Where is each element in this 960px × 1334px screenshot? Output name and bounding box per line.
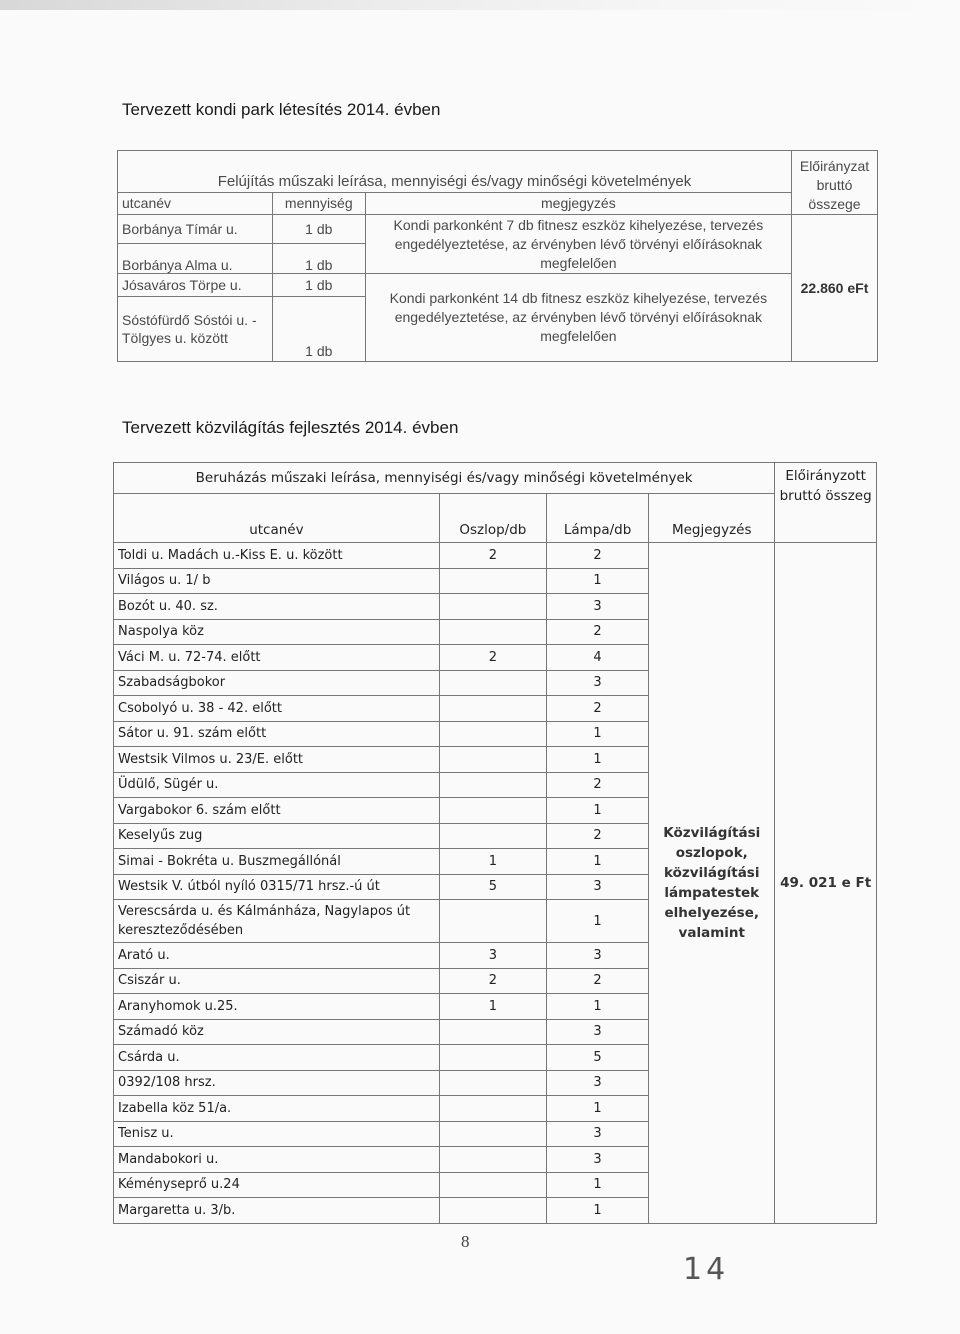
lamp-count-cell: 1 xyxy=(546,747,648,773)
street-cell: Csiszár u. xyxy=(114,968,440,994)
kondi-park-table xyxy=(117,150,878,362)
table-row-qty: 1 db xyxy=(272,297,365,362)
lamp-count-cell: 1 xyxy=(546,849,648,875)
pole-count-cell xyxy=(439,1096,546,1122)
street-cell: Számadó köz xyxy=(114,1019,440,1045)
kozvilagitas-table xyxy=(113,462,877,1224)
street-cell: Csobolyó u. 38 - 42. előtt xyxy=(114,696,440,722)
lamp-count-cell: 1 xyxy=(546,900,648,943)
street-cell: Naspolya köz xyxy=(114,619,440,645)
lamp-count-cell: 1 xyxy=(546,568,648,594)
lamp-count-cell: 1 xyxy=(546,1096,648,1122)
pole-count-cell xyxy=(439,1198,546,1224)
table-row-street: Jósaváros Törpe u. xyxy=(118,274,273,297)
pole-count-cell xyxy=(439,747,546,773)
col-street-header: utcanév xyxy=(114,494,440,543)
pole-count-cell xyxy=(439,1172,546,1198)
pole-count-cell xyxy=(439,721,546,747)
lamp-count-cell: 3 xyxy=(546,594,648,620)
pole-count-cell xyxy=(439,1019,546,1045)
lamp-count-cell: 3 xyxy=(546,1070,648,1096)
street-cell: 0392/108 hrsz. xyxy=(114,1070,440,1096)
table-row-qty: 1 db xyxy=(272,274,365,297)
lamp-count-cell: 2 xyxy=(546,543,648,569)
street-cell: Váci M. u. 72-74. előtt xyxy=(114,645,440,671)
lamp-count-cell: 3 xyxy=(546,943,648,969)
table1-total: 22.860 eFt xyxy=(792,215,878,362)
table2-total: 49. 021 e Ft xyxy=(775,543,877,1224)
lamp-count-cell: 5 xyxy=(546,1045,648,1071)
lamp-count-cell: 1 xyxy=(546,721,648,747)
table-row-note: Kondi parkonként 7 db fitnesz eszköz kihelyezése, tervezés engedélyeztetése, az érvényben lévő törvényi előírásoknak megfelelően xyxy=(365,215,791,274)
street-cell: Izabella köz 51/a. xyxy=(114,1096,440,1122)
lamp-count-cell: 1 xyxy=(546,798,648,824)
lamp-count-cell: 2 xyxy=(546,823,648,849)
pole-count-cell: 1 xyxy=(439,994,546,1020)
amount-header-line: Előirányzat xyxy=(799,158,870,174)
section1-title: Tervezett kondi park létesítés 2014. évben xyxy=(122,100,441,119)
table1-header: Felújítás műszaki leírása, mennyiségi és/vagy minőségi követelmények xyxy=(118,151,792,193)
col-pole-header: Oszlop/db xyxy=(439,494,546,543)
handwritten-number: 14 xyxy=(683,1252,730,1287)
pole-count-cell xyxy=(439,772,546,798)
pole-count-cell xyxy=(439,1121,546,1147)
pole-count-cell xyxy=(439,1070,546,1096)
scan-artifact xyxy=(0,0,960,10)
pole-count-cell xyxy=(439,670,546,696)
col-qty-header: mennyiség xyxy=(272,192,365,214)
pole-count-cell xyxy=(439,594,546,620)
pole-count-cell: 1 xyxy=(439,849,546,875)
section2-title: Tervezett közvilágítás fejlesztés 2014. évben xyxy=(122,418,459,437)
street-cell: Keselyűs zug xyxy=(114,823,440,849)
note-cell: Közvilágítási oszlopok, közvilágítási lámpatestek elhelyezése, valamint xyxy=(649,543,775,1224)
lamp-count-cell: 4 xyxy=(546,645,648,671)
lamp-count-cell: 1 xyxy=(546,1172,648,1198)
street-cell: Arató u. xyxy=(114,943,440,969)
pole-count-cell: 2 xyxy=(439,645,546,671)
pole-count-cell xyxy=(439,619,546,645)
pole-count-cell xyxy=(439,696,546,722)
table-row-street: Borbánya Tímár u. xyxy=(118,215,273,244)
pole-count-cell: 2 xyxy=(439,968,546,994)
street-cell: Mandabokori u. xyxy=(114,1147,440,1173)
table-row-note: Kondi parkonként 14 db fitnesz eszköz kihelyezése, tervezés engedélyeztetése, az érvényben lévő törvényi előírásoknak megfelelően xyxy=(365,274,791,362)
table-row-street: Borbánya Alma u. xyxy=(118,244,273,274)
pole-count-cell xyxy=(439,1045,546,1071)
page-number: 8 xyxy=(461,1232,470,1251)
col-lamp-header: Lámpa/db xyxy=(546,494,648,543)
table1-amount-header xyxy=(792,151,878,215)
street-cell: Verescsárda u. és Kálmánháza, Nagylapos út kereszteződésében xyxy=(114,900,440,943)
col-note-header: Megjegyzés xyxy=(649,494,775,543)
lamp-count-cell: 2 xyxy=(546,696,648,722)
pole-count-cell: 2 xyxy=(439,543,546,569)
street-cell: Sátor u. 91. szám előtt xyxy=(114,721,440,747)
lamp-count-cell: 3 xyxy=(546,1147,648,1173)
pole-count-cell xyxy=(439,568,546,594)
table2-amount-header: Előirányzott bruttó összeg xyxy=(775,463,877,543)
pole-count-cell: 3 xyxy=(439,943,546,969)
lamp-count-cell: 3 xyxy=(546,1121,648,1147)
col-street-header: utcanév xyxy=(118,192,273,214)
lamp-count-cell: 1 xyxy=(546,994,648,1020)
table-row-street: Sóstófürdő Sóstói u. - Tölgyes u. között xyxy=(118,297,273,362)
lamp-count-cell: 2 xyxy=(546,619,648,645)
table-row-qty: 1 db xyxy=(272,215,365,244)
col-note-header: megjegyzés xyxy=(365,192,791,214)
street-cell: Csárda u. xyxy=(114,1045,440,1071)
pole-count-cell xyxy=(439,798,546,824)
lamp-count-cell: 1 xyxy=(546,1198,648,1224)
street-cell: Toldi u. Madách u.-Kiss E. u. között xyxy=(114,543,440,569)
lamp-count-cell: 3 xyxy=(546,670,648,696)
street-cell: Szabadságbokor xyxy=(114,670,440,696)
pole-count-cell xyxy=(439,1147,546,1173)
street-cell: Tenisz u. xyxy=(114,1121,440,1147)
street-cell: Simai - Bokréta u. Buszmegállónál xyxy=(114,849,440,875)
table-row xyxy=(114,543,877,569)
amount-header-line: bruttó xyxy=(816,177,853,193)
street-cell: Bozót u. 40. sz. xyxy=(114,594,440,620)
table-row-qty: 1 db xyxy=(272,244,365,274)
street-cell: Kéményseprő u.24 xyxy=(114,1172,440,1198)
lamp-count-cell: 2 xyxy=(546,772,648,798)
table2-header: Beruházás műszaki leírása, mennyiségi és/vagy minőségi követelmények xyxy=(114,463,775,494)
lamp-count-cell: 2 xyxy=(546,968,648,994)
street-cell: Westsik Vilmos u. 23/E. előtt xyxy=(114,747,440,773)
street-cell: Világos u. 1/ b xyxy=(114,568,440,594)
street-cell: Vargabokor 6. szám előtt xyxy=(114,798,440,824)
lamp-count-cell: 3 xyxy=(546,874,648,900)
pole-count-cell xyxy=(439,823,546,849)
street-cell: Aranyhomok u.25. xyxy=(114,994,440,1020)
street-cell: Üdülő, Sügér u. xyxy=(114,772,440,798)
street-cell: Margaretta u. 3/b. xyxy=(114,1198,440,1224)
pole-count-cell xyxy=(439,900,546,943)
lamp-count-cell: 3 xyxy=(546,1019,648,1045)
pole-count-cell: 5 xyxy=(439,874,546,900)
amount-header-line: összege xyxy=(808,196,861,212)
street-cell: Westsik V. útból nyíló 0315/71 hrsz.-ú út xyxy=(114,874,440,900)
